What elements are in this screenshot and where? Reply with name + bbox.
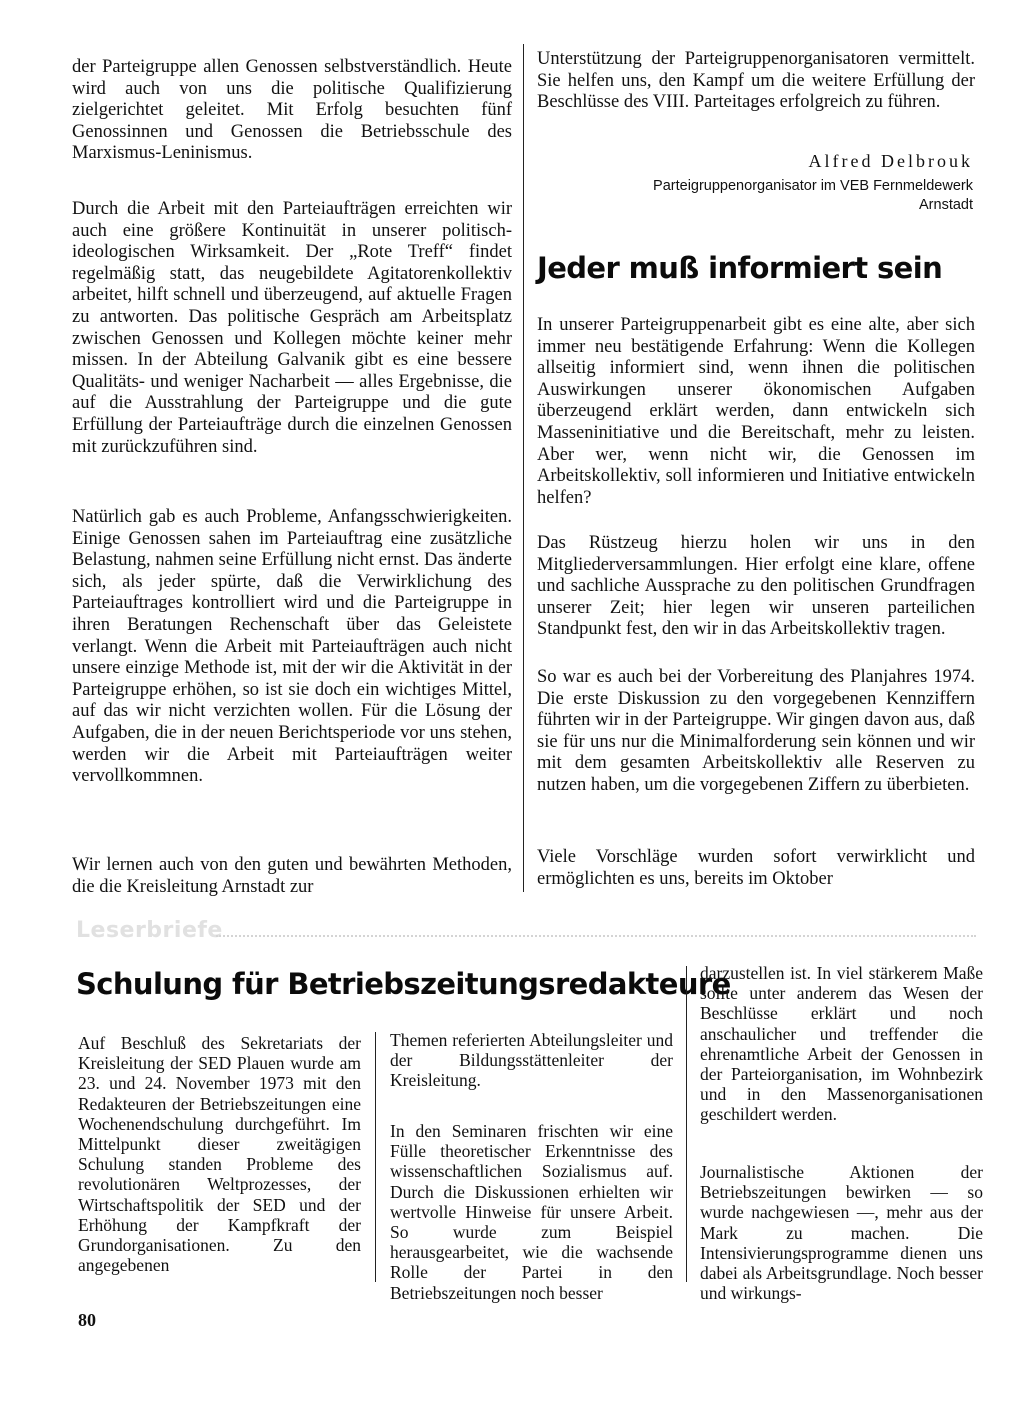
upper-right-paragraph-3: So war es auch bei der Vorbereitung des Planjahres 1974. Die erste Diskussion zu den vorgegebenen Kennziffern führten wir in der Parteigruppe. Wir gingen davon aus, daß sie für uns nur die Minimalforderung sein können und wir mit dem gesamten Arbeitskollektiv alle Reserven zu nutzen haben, um die vorgegebenen Ziffern zu überbieten.: [537, 667, 975, 795]
column-divider: [523, 44, 524, 892]
upper-left-paragraph-4: Wir lernen auch von den guten und bewährten Methoden, die die Kreisleitung Arnstadt zur: [72, 855, 512, 897]
upper-left-paragraph-3: Natürlich gab es auch Probleme, Anfangsschwierigkeiten. Einige Genossen sahen im Parteiauftrag eine zusätzliche Belastung, nahmen seine Erfüllung nicht ernst. Das änderte sich, als jeder spürte, daß die Verwirklichung des Parteiauftrages kontrolliert wird und die Parteigruppe in ihren Beratungen Rechenschaft über das Geleistete verlangt. Wenn die Arbeit mit Parteiaufträgen auch nicht unsere einzige Methode ist, mit der wir die Aktivität in der Parteigruppe erhöhen, so ist sie doch ein wichtiges Mittel, auf das wir nicht verzichten wollen. Für die Lösung der Aufgaben, die in der neuen Berichtsperiode vor uns stehen, werden wir die Arbeit mit Parteiaufträgen weiter vervollkommnen.: [72, 507, 512, 787]
lower-col3-paragraph-2: Journalistische Aktionen der Betriebszeitungen bewirken — so wurde nachgewiesen —, mehr aus der Mark zu machen. Die Intensivierungsprogramme dienen uns dabei als Arbeitsgrundlage. Noch besser und wirkungs-: [700, 1162, 983, 1304]
lower-column-divider-1: [375, 1032, 376, 1282]
upper-right-paragraph-4: Viele Vorschläge wurden sofort verwirklicht und ermöglichten es uns, bereits im Oktober: [537, 847, 975, 889]
lower-col1-paragraph-1: Auf Beschluß des Sekretariats der Kreisleitung der SED Plauen wurde am 23. und 24. November 1973 mit den Redakteuren der Betriebszeitungen eine Wochenendschulung durchgeführt. Im Mittelpunkt dieser zweitägigen Schulung standen Probleme des revolutionären Weltprozesses, der Wirtschaftspolitik der SED und der Erhöhung der Kampfkraft der Grundorganisationen. Zu den angegebenen: [78, 1033, 361, 1276]
lower-col2-paragraph-2: In den Seminaren frischten wir eine Fülle theoretischer Erkenntnisse des wissenschaftlichen Sozialismus auf. Durch die Diskussionen erhielten wir wertvolle Hinweise für unsere Arbeit. So wurde zum Beispiel herausgearbeitet, wie die wachsende Rolle der Partei in den Betriebszeitungen noch besser: [390, 1121, 673, 1303]
section-divider: [216, 935, 976, 937]
upper-right-intro-paragraph: Unterstützung der Parteigruppenorganisatoren vermittelt. Sie helfen uns, den Kampf um die weitere Erfüllung der Beschlüsse des VIII. Parteitages erfolgreich zu führen.: [537, 49, 975, 113]
signature-role: [540, 177, 973, 215]
article-title-schulung: Schulung für Betriebszeitungsredakteure: [76, 967, 731, 1001]
lower-col3-paragraph-1: darzustellen ist. In viel stärkerem Maße sollte unter anderem das Wesen der Beschlüsse erklärt und noch anschaulicher und treffender die ehrenamtliche Arbeit der Genossen in der Parteiorganisation, im Wohnbezirk und in den Massenorganisationen geschildert werden.: [700, 963, 983, 1125]
upper-left-paragraph-1: der Parteigruppe allen Genossen selbstverständlich. Heute wird auch von uns die politische Qualifizierung zielgerichtet geleitet. Mit Erfolg besuchten fünf Genossinnen und Genossen die Betriebsschule des Marxismus-Leninismus.: [72, 57, 512, 164]
upper-right-paragraph-2: Das Rüstzeug hierzu holen wir uns in den Mitgliederversammlungen. Hier erfolgt eine klare, offene und sachliche Aussprache zu den politischen Grundfragen unserer Zeit; hier legen wir unseren parteilichen Standpunkt fest, den wir in das Arbeitskollektiv tragen.: [537, 533, 975, 640]
upper-left-paragraph-2: Durch die Arbeit mit den Parteiaufträgen erreichten wir auch eine größere Kontinuität in unserer politisch-ideologischen Wirksamkeit. Der „Rote Treff“ findet regelmäßig statt, das neugebildete Agitatorenkollektiv arbeitet, hilft schnell und überzeugend, auf aktuelle Fragen zu antworten. Das politische Gespräch am Arbeitsplatz zwischen Genossen und Kollegen möchte keiner mehr missen. In der Abteilung Galvanik gibt es eine bessere Qualitäts- und weniger Nacharbeit — alles Ergebnisse, die auf die Ausstrahlung der Parteigruppe und die gute Erfüllung der Parteiaufträge durch die einzelnen Genossen mit zurückzuführen sind.: [72, 199, 512, 457]
lower-col2-paragraph-1: Themen referierten Abteilungsleiter und der Bildungsstättenleiter der Kreisleitung.: [390, 1030, 673, 1091]
upper-right-paragraph-1: In unserer Parteigruppenarbeit gibt es eine alte, aber sich immer neu bestätigende Erfahrung: Wenn die Kollegen allseitig informiert sind, wenn ihnen die politischen Auswirkungen unserer ökonomischen Aufgaben überzeugend erklärt werden, dann entwickeln sich Masseninitiative und die Bereitschaft, mehr zu leisten. Aber wer, wenn nicht wir, die Genossen im Arbeitskollektiv, soll informieren und Initiative entwickeln helfen?: [537, 315, 975, 508]
signature-name: Alfred Delbrouk: [808, 151, 973, 171]
section-label: Leserbriefe: [76, 918, 223, 943]
lower-column-divider-2: [686, 966, 687, 1282]
article-title-jeder: Jeder muß informiert sein: [537, 251, 943, 285]
signature-role-line-1: Parteigruppenorganisator im VEB Fernmeldewerk: [653, 178, 973, 194]
signature-role-line-2: Arnstadt: [919, 197, 973, 213]
page-number: 80: [78, 1310, 96, 1330]
